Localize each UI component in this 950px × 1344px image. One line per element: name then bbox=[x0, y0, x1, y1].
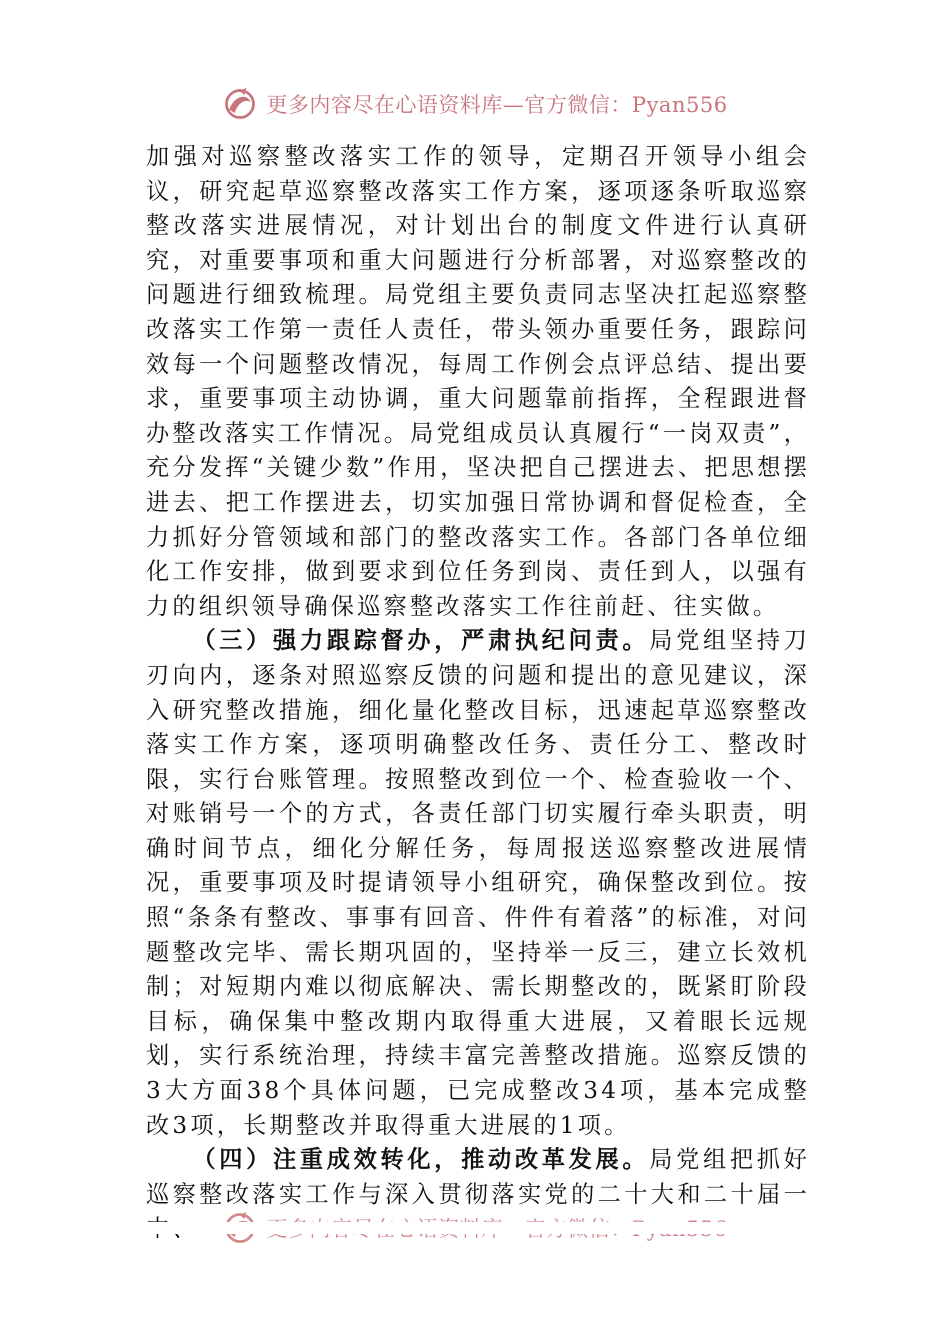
watermark-text: 更多内容尽在心语资料库—官方微信：Pyan556 bbox=[266, 93, 728, 117]
swirl-logo-icon bbox=[222, 86, 258, 122]
paragraph-2-body: 局党组坚持刀刃向内，逐条对照巡察反馈的问题和提出的意见建议，深入研究整改措施，细化量化整改目标，迅速起草巡察整改落实工作方案，逐项明确整改任务、责任分工、整改时限，实行台账管理。按照整改到位一个、检查验收一个、对账销号一个的方式，各责任部门切实履行牵头职责，明确时间节点，细化分解任务，每周报送巡察整改进展情况，重要事项及时提请领导小组研究，确保整改到位。按照“条条有整改、事事有回音、件件有着落”的标准，对问题整改完毕、需长期巩固的，坚持举一反三，建立长效机制；对短期内难以彻底解决、需长期整改的，既紧盯阶段目标，确保集中整改期内取得重大进展，又着眼长远规划，实行系统治理，持续丰富完善整改措施。巡察反馈的3大方面38个具体问题，已完成整改34项，基本完成整改3项，长期整改并取得重大进展的1项。 bbox=[146, 627, 811, 1139]
page-cut-edge bbox=[0, 1222, 950, 1234]
paragraph-3-heading: （四）注重成效转化，推动改革发展。 bbox=[192, 1146, 650, 1174]
document-body bbox=[146, 140, 810, 1247]
paragraph-2 bbox=[146, 624, 810, 1143]
paragraph-3-body: 局党组把抓好巡察整改落实工作与深入贯彻落实党的二十大和二十届一 bbox=[146, 1146, 811, 1208]
paragraph-1-body: 加强对巡察整改落实工作的领导，定期召开领导小组会议，研究起草巡察整改落实工作方案，逐项逐条听取巡察整改落实进展情况，对计划出台的制度文件进行认真研究，对重要事项和重大问题进行分析部署，对巡察整改的问题进行细致梳理。局党组主要负责同志坚决扛起巡察整改落实工作第一责任人责任，带头领办重要任务，跟踪问效每一个问题整改情况，每周工作例会点评总结、提出要求，重要事项主动协调，重大问题靠前指挥，全程跟进督办整改落实工作情况。局党组成员认真履行“一岗双责”，充分发挥“关键少数”作用，坚决把自己摆进去、把思想摆进去、把工作摆进去，切实加强日常协调和督促检查，全力抓好分管领域和部门的整改落实工作。各部门各单位细化工作安排，做到要求到位任务到岗、责任到人，以强有力的组织领导确保巡察整改落实工作往前赶、往实做。 bbox=[146, 143, 810, 620]
watermark-header bbox=[0, 84, 950, 124]
paragraph-1 bbox=[146, 140, 810, 624]
paragraph-2-heading: （三）强力跟踪督办，严肃执纪问责。 bbox=[192, 627, 650, 655]
